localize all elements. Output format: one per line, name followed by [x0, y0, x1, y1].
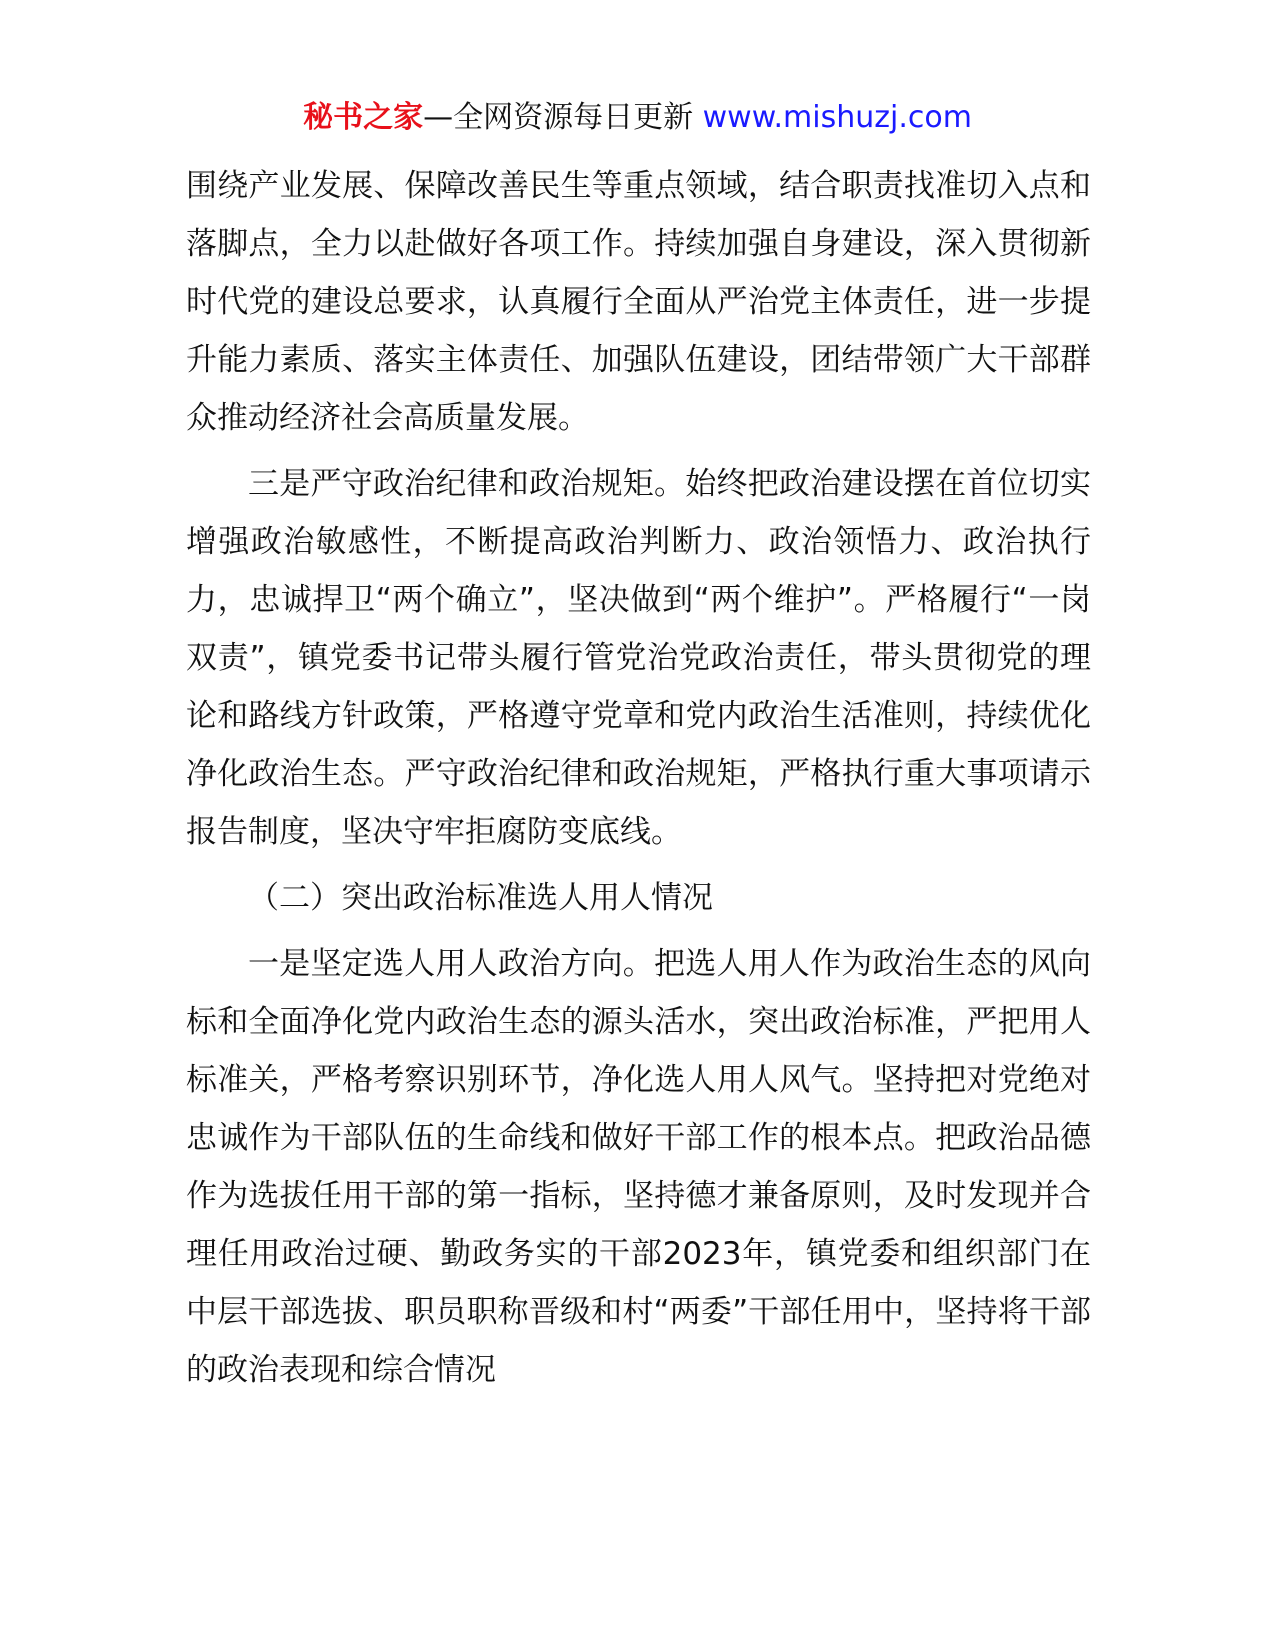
paragraph-continued: 围绕产业发展、保障改善民生等重点领域，结合职责找准切入点和落脚点，全力以赴做好各项工作。持续加强自身建设，深入贯彻新时代党的建设总要求，认真履行全面从严治党主体责任，进一步提升能力素质、落实主体责任、加强队伍建设，团结带领广大干部群众推动经济社会高质量发展。 — [186, 168, 1091, 436]
site-brand: 秘书之家 — [303, 100, 424, 135]
document-body — [186, 157, 1091, 1399]
section-heading: （二）突出政治标准选人用人情况 — [248, 880, 713, 916]
site-header — [0, 98, 1275, 138]
paragraph-selection-direction: 一是坚定选人用人政治方向。把选人用人作为政治生态的风向标和全面净化党内政治生态的源头活水，突出政治标准，严把用人标准关，严格考察识别环节，净化选人用人风气。坚持把对党绝对忠诚作为干部队伍的生命线和做好干部工作的根本点。把政治品德作为选拔任用干部的第一指标，坚持德才兼备原则，及时发现并合理任用政治过硬、勤政务实的干部2023年，镇党委和组织部门在中层干部选拔、职员职称晋级和村“两委”干部任用中，坚持将干部的政治表现和综合情况 — [186, 946, 1091, 1388]
site-slogan: —全网资源每日更新 — [423, 100, 694, 135]
site-url-link[interactable]: www.mishuzj.com — [702, 100, 972, 135]
paragraph-political-discipline: 三是严守政治纪律和政治规矩。始终把政治建设摆在首位切实增强政治敏感性，不断提高政治判断力、政治领悟力、政治执行力，忠诚捍卫“两个确立”，坚决做到“两个维护”。严格履行“一岗双责”，镇党委书记带头履行管党治党政治责任，带头贯彻党的理论和路线方针政策，严格遵守党章和党内政治生活准则，持续优化净化政治生态。严守政治纪律和政治规矩，严格执行重大事项请示报告制度，坚决守牢拒腐防变底线。 — [186, 466, 1091, 850]
